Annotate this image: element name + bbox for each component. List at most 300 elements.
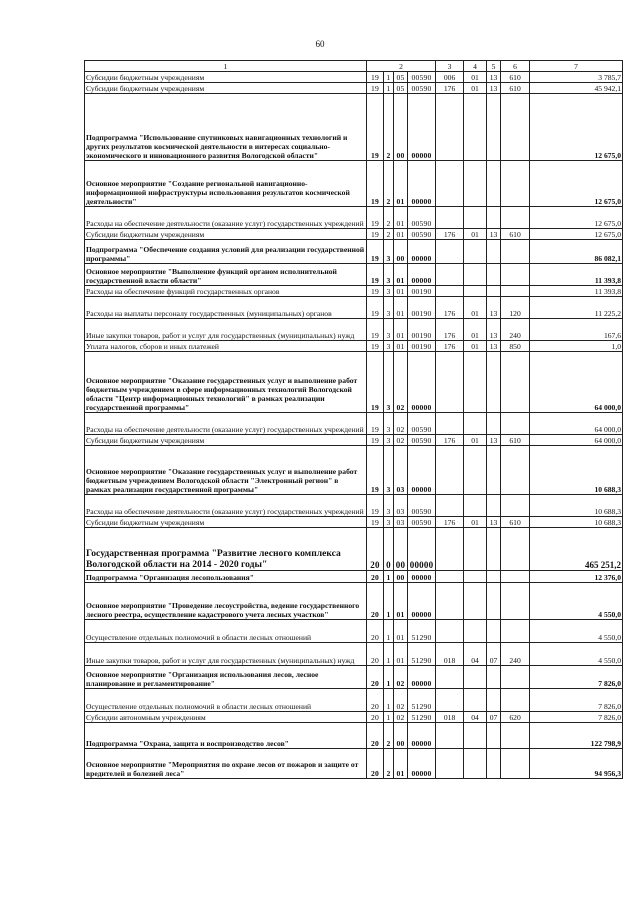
row-name: Основное мероприятие "Создание региональной навигационно-информационной инфраструктуры использования результатов космической деятельности" [85, 161, 367, 207]
amount-cell: 4 550,0 [530, 620, 623, 643]
direction-code: 00000 [408, 723, 436, 749]
section-code [464, 749, 487, 779]
subsection-code [487, 413, 501, 435]
grbs-code [436, 161, 464, 207]
table-row [85, 517, 623, 528]
event-code: 01 [394, 643, 408, 666]
section-code [464, 583, 487, 620]
direction-code: 00190 [408, 286, 436, 297]
subsection-code [487, 207, 501, 229]
subprogram-code: 3 [384, 341, 394, 352]
subsection-code [487, 286, 501, 297]
section-code [464, 571, 487, 583]
grbs-code: 176 [436, 341, 464, 352]
expense-type-code [501, 94, 530, 161]
program-code: 19 [367, 446, 384, 495]
grbs-code [436, 749, 464, 779]
amount-cell: 167,6 [530, 319, 623, 341]
row-name: Расходы на выплаты персоналу государственных (муниципальных) органов [85, 297, 367, 319]
section-code [464, 689, 487, 712]
grbs-code: 176 [436, 83, 464, 94]
row-name: Основное мероприятие "Выполнение функций органом исполнительной государственной власти области" [85, 264, 367, 286]
column-header: 5 [487, 61, 501, 72]
table-row [85, 341, 623, 352]
subprogram-code: 1 [384, 689, 394, 712]
program-code: 19 [367, 286, 384, 297]
row-name: Государственная программа "Развитие лесного комплекса Вологодской области на 2014 - 2020 годы" [85, 528, 367, 571]
direction-code: 00000 [408, 352, 436, 413]
row-name: Субсидии бюджетным учреждениям [85, 229, 367, 240]
column-header: 1 [85, 61, 367, 72]
row-name: Основное мероприятие "Проведение лесоустройства, ведение государственного лесного реестра, осуществление кадастрового учета лесных участков" [85, 583, 367, 620]
section-code [464, 495, 487, 517]
expense-type-code: 120 [501, 297, 530, 319]
table-row [85, 94, 623, 161]
direction-code: 00590 [408, 413, 436, 435]
program-code: 19 [367, 83, 384, 94]
program-code: 19 [367, 161, 384, 207]
subsection-code: 07 [487, 712, 501, 723]
section-code: 04 [464, 712, 487, 723]
direction-code: 00000 [408, 94, 436, 161]
program-code: 20 [367, 689, 384, 712]
event-code: 01 [394, 319, 408, 341]
event-code: 01 [394, 620, 408, 643]
subprogram-code: 3 [384, 446, 394, 495]
grbs-code [436, 666, 464, 689]
subprogram-code: 1 [384, 620, 394, 643]
table-row [85, 495, 623, 517]
subprogram-code: 3 [384, 413, 394, 435]
grbs-code [436, 689, 464, 712]
subprogram-code: 1 [384, 583, 394, 620]
direction-code: 00590 [408, 72, 436, 83]
expense-type-code: 850 [501, 341, 530, 352]
expense-type-code [501, 749, 530, 779]
program-code: 20 [367, 620, 384, 643]
subsection-code: 13 [487, 83, 501, 94]
direction-code: 00000 [408, 446, 436, 495]
subprogram-code: 3 [384, 517, 394, 528]
amount-cell: 12 675,0 [530, 207, 623, 229]
expense-type-code: 620 [501, 712, 530, 723]
grbs-code: 018 [436, 712, 464, 723]
subprogram-code: 1 [384, 643, 394, 666]
expense-type-code: 610 [501, 229, 530, 240]
grbs-code [436, 723, 464, 749]
row-name: Субсидии бюджетным учреждениям [85, 83, 367, 94]
table-row [85, 352, 623, 413]
row-name: Уплата налогов, сборов и иных платежей [85, 341, 367, 352]
grbs-code [436, 495, 464, 517]
table-row [85, 319, 623, 341]
amount-cell: 12 675,0 [530, 229, 623, 240]
section-code [464, 446, 487, 495]
budget-table [84, 60, 623, 779]
section-code: 01 [464, 341, 487, 352]
section-code [464, 666, 487, 689]
subsection-code [487, 571, 501, 583]
event-code: 03 [394, 446, 408, 495]
grbs-code: 176 [436, 229, 464, 240]
section-code [464, 240, 487, 264]
subsection-code [487, 161, 501, 207]
section-code: 01 [464, 319, 487, 341]
section-code [464, 413, 487, 435]
direction-code: 00000 [408, 666, 436, 689]
table-row [85, 240, 623, 264]
section-code: 01 [464, 517, 487, 528]
direction-code: 00590 [408, 83, 436, 94]
section-code: 01 [464, 435, 487, 446]
row-name: Осуществление отдельных полномочий в области лесных отношений [85, 620, 367, 643]
table-row [85, 83, 623, 94]
grbs-code [436, 446, 464, 495]
event-code: 02 [394, 413, 408, 435]
grbs-code [436, 571, 464, 583]
amount-cell: 3 785,7 [530, 72, 623, 83]
amount-cell: 1,0 [530, 341, 623, 352]
event-code: 00 [394, 240, 408, 264]
program-code: 19 [367, 517, 384, 528]
direction-code: 00590 [408, 229, 436, 240]
direction-code: 51290 [408, 712, 436, 723]
expense-type-code [501, 689, 530, 712]
row-name: Основное мероприятие "Оказание государственных услуг и выполнение работ бюджетным учреждением в сфере информационных технологий Вологодской области "Центр информационных технологий" в рамках реализации государственной программы" [85, 352, 367, 413]
event-code: 01 [394, 297, 408, 319]
table-row [85, 435, 623, 446]
subprogram-code: 3 [384, 319, 394, 341]
expense-type-code [501, 264, 530, 286]
grbs-code: 006 [436, 72, 464, 83]
subsection-code [487, 666, 501, 689]
direction-code: 51290 [408, 689, 436, 712]
subsection-code [487, 689, 501, 712]
expense-type-code: 610 [501, 72, 530, 83]
direction-code: 00190 [408, 319, 436, 341]
subprogram-code: 3 [384, 240, 394, 264]
amount-cell: 465 251,2 [530, 528, 623, 571]
subsection-code: 13 [487, 297, 501, 319]
program-code: 20 [367, 749, 384, 779]
amount-cell: 10 688,3 [530, 495, 623, 517]
subprogram-code: 1 [384, 712, 394, 723]
table-row [85, 689, 623, 712]
subsection-code [487, 528, 501, 571]
program-code: 19 [367, 264, 384, 286]
table-row [85, 413, 623, 435]
table-row [85, 72, 623, 83]
grbs-code [436, 352, 464, 413]
grbs-code [436, 413, 464, 435]
program-code: 20 [367, 643, 384, 666]
program-code: 19 [367, 207, 384, 229]
subprogram-code: 3 [384, 495, 394, 517]
amount-cell: 12 675,0 [530, 161, 623, 207]
direction-code: 00590 [408, 495, 436, 517]
table-row [85, 583, 623, 620]
section-code: 04 [464, 643, 487, 666]
column-header: 6 [501, 61, 530, 72]
expense-type-code [501, 583, 530, 620]
event-code: 03 [394, 495, 408, 517]
event-code: 02 [394, 435, 408, 446]
row-name: Основное мероприятие "Организация использования лесов, лесное планирование и регламентирование" [85, 666, 367, 689]
table-row [85, 620, 623, 643]
event-code: 00 [394, 723, 408, 749]
expense-type-code [501, 446, 530, 495]
column-header: 2 [367, 61, 436, 72]
event-code: 01 [394, 583, 408, 620]
amount-cell: 10 688,3 [530, 446, 623, 495]
event-code: 00 [394, 571, 408, 583]
grbs-code [436, 620, 464, 643]
program-code: 20 [367, 712, 384, 723]
direction-code: 00000 [408, 583, 436, 620]
amount-cell: 11 393,8 [530, 264, 623, 286]
subprogram-code: 3 [384, 264, 394, 286]
section-code [464, 723, 487, 749]
program-code: 19 [367, 413, 384, 435]
subprogram-code: 3 [384, 297, 394, 319]
subprogram-code: 2 [384, 161, 394, 207]
event-code: 01 [394, 264, 408, 286]
event-code: 01 [394, 207, 408, 229]
event-code: 00 [394, 94, 408, 161]
program-code: 19 [367, 435, 384, 446]
row-name: Расходы на обеспечение функций государственных органов [85, 286, 367, 297]
row-name: Расходы на обеспечение деятельности (оказание услуг) государственных учреждений [85, 413, 367, 435]
section-code: 01 [464, 297, 487, 319]
section-code [464, 352, 487, 413]
row-name: Субсидии автономным учреждениям [85, 712, 367, 723]
direction-code: 00190 [408, 341, 436, 352]
amount-cell: 7 826,0 [530, 712, 623, 723]
table-row [85, 446, 623, 495]
row-name: Субсидии бюджетным учреждениям [85, 72, 367, 83]
section-code [464, 161, 487, 207]
event-code: 05 [394, 72, 408, 83]
amount-cell: 64 000,0 [530, 352, 623, 413]
program-code: 19 [367, 240, 384, 264]
row-name: Подпрограмма "Обеспечение создания условий для реализации государственной программы" [85, 240, 367, 264]
amount-cell: 64 000,0 [530, 413, 623, 435]
subprogram-code: 2 [384, 723, 394, 749]
amount-cell: 94 956,3 [530, 749, 623, 779]
table-row [85, 723, 623, 749]
amount-cell: 11 225,2 [530, 297, 623, 319]
row-name: Расходы на обеспечение деятельности (оказание услуг) государственных учреждений [85, 207, 367, 229]
event-code: 02 [394, 666, 408, 689]
expense-type-code: 240 [501, 319, 530, 341]
subsection-code [487, 352, 501, 413]
direction-code: 00000 [408, 240, 436, 264]
table-row [85, 666, 623, 689]
expense-type-code [501, 495, 530, 517]
row-name: Субсидии бюджетным учреждениям [85, 517, 367, 528]
table-row [85, 161, 623, 207]
subprogram-code: 2 [384, 207, 394, 229]
event-code: 01 [394, 229, 408, 240]
amount-cell: 12 376,0 [530, 571, 623, 583]
event-code: 01 [394, 749, 408, 779]
direction-code: 00000 [408, 161, 436, 207]
row-name: Расходы на обеспечение деятельности (оказание услуг) государственных учреждений [85, 495, 367, 517]
subsection-code [487, 749, 501, 779]
section-code: 01 [464, 229, 487, 240]
table-row [85, 749, 623, 779]
event-code: 02 [394, 352, 408, 413]
table-row [85, 528, 623, 571]
grbs-code [436, 240, 464, 264]
row-name: Иные закупки товаров, работ и услуг для государственных (муниципальных) нужд [85, 643, 367, 666]
subsection-code [487, 446, 501, 495]
subprogram-code: 2 [384, 229, 394, 240]
table-row [85, 229, 623, 240]
event-code: 02 [394, 689, 408, 712]
amount-cell: 64 000,0 [530, 435, 623, 446]
program-code: 20 [367, 583, 384, 620]
subprogram-code: 3 [384, 352, 394, 413]
grbs-code: 176 [436, 297, 464, 319]
table-row [85, 712, 623, 723]
program-code: 20 [367, 666, 384, 689]
event-code: 01 [394, 286, 408, 297]
grbs-code [436, 264, 464, 286]
expense-type-code: 240 [501, 643, 530, 666]
subsection-code: 13 [487, 319, 501, 341]
program-code: 19 [367, 297, 384, 319]
program-code: 20 [367, 528, 384, 571]
expense-type-code [501, 571, 530, 583]
subsection-code [487, 240, 501, 264]
direction-code: 00000 [408, 749, 436, 779]
grbs-code: 176 [436, 435, 464, 446]
expense-type-code [501, 413, 530, 435]
grbs-code: 176 [436, 517, 464, 528]
program-code: 19 [367, 341, 384, 352]
expense-type-code [501, 161, 530, 207]
table-row [85, 297, 623, 319]
column-header: 7 [530, 61, 623, 72]
event-code: 01 [394, 341, 408, 352]
row-name: Подпрограмма "Организация лесопользования" [85, 571, 367, 583]
subsection-code: 13 [487, 72, 501, 83]
amount-cell: 122 798,9 [530, 723, 623, 749]
section-code [464, 528, 487, 571]
page-number: 60 [315, 39, 325, 49]
expense-type-code [501, 352, 530, 413]
subsection-code [487, 94, 501, 161]
section-code [464, 264, 487, 286]
subprogram-code: 1 [384, 72, 394, 83]
program-code: 19 [367, 352, 384, 413]
subprogram-code: 3 [384, 435, 394, 446]
subsection-code: 13 [487, 229, 501, 240]
direction-code: 00000 [408, 264, 436, 286]
amount-cell: 86 082,1 [530, 240, 623, 264]
row-name: Подпрограмма "Охрана, защита и воспроизводство лесов" [85, 723, 367, 749]
expense-type-code [501, 240, 530, 264]
program-code: 20 [367, 723, 384, 749]
expense-type-code [501, 286, 530, 297]
section-code: 01 [464, 72, 487, 83]
program-code: 19 [367, 72, 384, 83]
section-code [464, 94, 487, 161]
subsection-code [487, 495, 501, 517]
row-name: Основное мероприятие "Оказание государственных услуг и выполнение работ бюджетным учреждением Вологодской области "Электронный регион" в рамках реализации государственной программы" [85, 446, 367, 495]
subsection-code [487, 583, 501, 620]
amount-cell: 4 550,0 [530, 643, 623, 666]
program-code: 20 [367, 571, 384, 583]
direction-code: 00190 [408, 297, 436, 319]
subsection-code [487, 264, 501, 286]
subsection-code: 07 [487, 643, 501, 666]
table-row [85, 643, 623, 666]
subprogram-code: 2 [384, 749, 394, 779]
section-code [464, 286, 487, 297]
grbs-code [436, 94, 464, 161]
subprogram-code: 1 [384, 83, 394, 94]
subprogram-code: 3 [384, 286, 394, 297]
table-row [85, 264, 623, 286]
grbs-code [436, 583, 464, 620]
amount-cell: 7 826,0 [530, 666, 623, 689]
subsection-code: 13 [487, 517, 501, 528]
event-code: 02 [394, 712, 408, 723]
direction-code: 00590 [408, 207, 436, 229]
direction-code: 00000 [408, 571, 436, 583]
event-code: 03 [394, 517, 408, 528]
expense-type-code [501, 666, 530, 689]
table-row [85, 207, 623, 229]
subprogram-code: 1 [384, 666, 394, 689]
direction-code: 51290 [408, 643, 436, 666]
expense-type-code [501, 207, 530, 229]
section-code: 01 [464, 83, 487, 94]
program-code: 19 [367, 94, 384, 161]
program-code: 19 [367, 495, 384, 517]
grbs-code: 176 [436, 319, 464, 341]
subsection-code [487, 620, 501, 643]
event-code: 05 [394, 83, 408, 94]
expense-type-code [501, 528, 530, 571]
row-name: Подпрограмма "Использование спутниковых навигационных технологий и других результатов космической деятельности в интересах социально-экономического и инновационного развития Вологодской области" [85, 94, 367, 161]
amount-cell: 45 942,1 [530, 83, 623, 94]
grbs-code: 018 [436, 643, 464, 666]
column-header: 4 [464, 61, 487, 72]
expense-type-code: 610 [501, 83, 530, 94]
amount-cell: 11 393,8 [530, 286, 623, 297]
grbs-code [436, 528, 464, 571]
grbs-code [436, 207, 464, 229]
subsection-code: 13 [487, 341, 501, 352]
direction-code: 00590 [408, 517, 436, 528]
row-name: Основное мероприятие "Мероприятия по охране лесов от пожаров и защите от вредителей и болезней леса" [85, 749, 367, 779]
subprogram-code: 0 [384, 528, 394, 571]
subsection-code [487, 723, 501, 749]
subprogram-code: 2 [384, 94, 394, 161]
expense-type-code [501, 723, 530, 749]
table-row [85, 286, 623, 297]
program-code: 19 [367, 229, 384, 240]
expense-type-code: 610 [501, 435, 530, 446]
amount-cell: 7 826,0 [530, 689, 623, 712]
amount-cell: 10 688,3 [530, 517, 623, 528]
direction-code: 51290 [408, 620, 436, 643]
program-code: 19 [367, 319, 384, 341]
expense-type-code [501, 620, 530, 643]
